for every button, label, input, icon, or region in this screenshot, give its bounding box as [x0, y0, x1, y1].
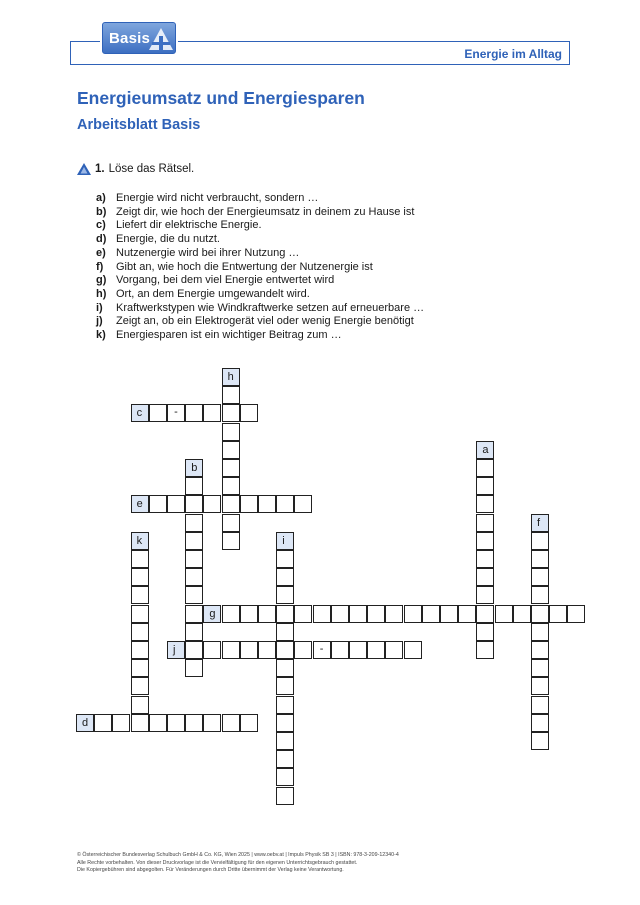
crossword-cell[interactable] — [185, 532, 203, 550]
header-title: Energie im Alltag — [464, 47, 562, 61]
crossword-cell[interactable] — [185, 659, 203, 677]
crossword-start-cell-d[interactable]: d — [76, 714, 94, 732]
crossword-cell[interactable] — [222, 477, 240, 495]
crossword-cell[interactable] — [149, 714, 167, 732]
clue-item — [96, 219, 424, 233]
crossword-cell[interactable] — [149, 404, 167, 422]
clue-item — [96, 329, 424, 343]
crossword-cell[interactable] — [549, 605, 567, 623]
crossword-cell[interactable] — [422, 605, 440, 623]
crossword-cell[interactable] — [276, 787, 294, 805]
crossword-cell[interactable] — [222, 532, 240, 550]
crossword-cell[interactable] — [276, 732, 294, 750]
crossword-start-cell-k[interactable]: k — [131, 532, 149, 550]
clue-text: Liefert dir elektrische Energie. — [116, 219, 262, 232]
triangle-logo-icon — [147, 26, 175, 52]
clue-letter: a) — [96, 192, 106, 204]
crossword-cell[interactable] — [222, 386, 240, 404]
clue-item — [96, 274, 424, 288]
crossword-cell[interactable] — [349, 605, 367, 623]
crossword-cell[interactable] — [276, 641, 294, 659]
crossword-cell[interactable] — [185, 404, 203, 422]
crossword-cell[interactable] — [185, 477, 203, 495]
crossword-cell[interactable] — [94, 714, 112, 732]
crossword-cell[interactable] — [112, 714, 130, 732]
crossword-cell[interactable] — [185, 623, 203, 641]
clue-text: Zeigt an, ob ein Elektrogerät viel oder wenig Energie benötigt — [116, 315, 414, 328]
task-heading — [77, 163, 194, 175]
crossword-cell[interactable] — [531, 623, 549, 641]
crossword-cell[interactable] — [294, 605, 312, 623]
crossword-cell[interactable] — [476, 514, 494, 532]
crossword-cell[interactable] — [276, 659, 294, 677]
page-subtitle: Arbeitsblatt Basis — [77, 117, 201, 133]
crossword-cell[interactable] — [240, 605, 258, 623]
crossword-cell[interactable] — [222, 459, 240, 477]
crossword-cell[interactable] — [203, 641, 221, 659]
clue-text: Zeigt dir, wie hoch der Energieumsatz in deinem zu Hause ist — [116, 205, 415, 218]
clue-letter: d) — [96, 233, 107, 246]
clue-letter: e) — [96, 246, 106, 259]
crossword-cell[interactable] — [331, 641, 349, 659]
crossword-hyphen-cell[interactable]: - — [313, 641, 331, 659]
task-instruction: Löse das Rätsel. — [108, 163, 195, 175]
basis-level-icon — [77, 163, 91, 175]
crossword-cell[interactable] — [531, 659, 549, 677]
crossword-cell[interactable] — [222, 423, 240, 441]
crossword-cell[interactable] — [531, 677, 549, 695]
crossword-cell[interactable] — [404, 605, 422, 623]
crossword-cell[interactable] — [476, 586, 494, 604]
crossword-cell[interactable] — [276, 677, 294, 695]
crossword-cell[interactable] — [203, 495, 221, 513]
crossword-cell[interactable] — [531, 605, 549, 623]
crossword-cell[interactable] — [313, 605, 331, 623]
crossword-cell[interactable] — [476, 459, 494, 477]
crossword-cell[interactable] — [276, 568, 294, 586]
crossword-cell[interactable] — [185, 605, 203, 623]
crossword-cell[interactable] — [240, 641, 258, 659]
crossword-cell[interactable] — [131, 641, 149, 659]
crossword-cell[interactable] — [131, 677, 149, 695]
crossword-cell[interactable] — [185, 550, 203, 568]
crossword-start-cell-e[interactable]: e — [131, 495, 149, 513]
crossword-start-cell-f[interactable]: f — [531, 514, 549, 532]
crossword-start-cell-j[interactable]: j — [167, 641, 185, 659]
crossword-cell[interactable] — [531, 586, 549, 604]
crossword-cell[interactable] — [276, 714, 294, 732]
crossword-cell[interactable] — [349, 641, 367, 659]
crossword-cell[interactable] — [385, 641, 403, 659]
crossword-cell[interactable] — [131, 623, 149, 641]
crossword-cell[interactable] — [222, 714, 240, 732]
crossword-cell[interactable] — [476, 605, 494, 623]
clue-item — [96, 302, 424, 316]
clue-item — [96, 233, 424, 247]
crossword-cell[interactable] — [513, 605, 531, 623]
crossword-cell[interactable] — [203, 404, 221, 422]
page-title: Energieumsatz und Energiesparen — [77, 88, 365, 108]
crossword-start-cell-b[interactable]: b — [185, 459, 203, 477]
clue-letter: j) — [96, 315, 103, 328]
crossword-cell[interactable] — [258, 495, 276, 513]
crossword-cell[interactable] — [476, 477, 494, 495]
crossword-cell[interactable] — [258, 641, 276, 659]
crossword-cell[interactable] — [240, 714, 258, 732]
clue-text: Vorgang, bei dem viel Energie entwertet wird — [116, 274, 335, 287]
crossword-cell[interactable] — [331, 605, 349, 623]
crossword-cell[interactable] — [531, 532, 549, 550]
crossword-start-cell-c[interactable]: c — [131, 404, 149, 422]
crossword-cell[interactable] — [185, 714, 203, 732]
crossword-cell[interactable] — [240, 404, 258, 422]
clue-text: Gibt an, wie hoch die Entwertung der Nutzenergie ist — [116, 260, 373, 273]
crossword-cell[interactable] — [185, 495, 203, 513]
clue-item — [96, 288, 424, 302]
crossword-cell[interactable] — [131, 659, 149, 677]
clue-letter: f) — [96, 260, 104, 273]
footer-rights: Alle Rechte vorbehalten. Von dieser Druckvorlage ist die Vervielfältigung für den eigenen Unterrichtsgebrauch gestattet. — [77, 859, 358, 866]
clue-list — [96, 192, 424, 343]
crossword-cell[interactable] — [276, 623, 294, 641]
crossword-cell[interactable] — [276, 495, 294, 513]
clue-text: Nutzenergie wird bei ihrer Nutzung … — [116, 246, 300, 259]
crossword-cell[interactable] — [131, 568, 149, 586]
crossword-cell[interactable] — [203, 714, 221, 732]
clue-letter: c) — [96, 219, 106, 232]
crossword-cell[interactable] — [222, 404, 240, 422]
crossword-cell[interactable] — [404, 641, 422, 659]
crossword-cell[interactable] — [167, 714, 185, 732]
crossword-cell[interactable] — [476, 495, 494, 513]
crossword-cell[interactable] — [131, 550, 149, 568]
crossword-cell[interactable] — [531, 714, 549, 732]
crossword-cell[interactable] — [294, 495, 312, 513]
crossword-cell[interactable] — [149, 495, 167, 513]
crossword-cell[interactable] — [131, 605, 149, 623]
crossword-cell[interactable] — [531, 568, 549, 586]
clue-item — [96, 192, 424, 206]
crossword-cell[interactable] — [185, 641, 203, 659]
crossword-cell[interactable] — [276, 750, 294, 768]
crossword-cell[interactable] — [531, 696, 549, 714]
clue-letter: k) — [96, 329, 106, 342]
crossword-cell[interactable] — [440, 605, 458, 623]
crossword-cell[interactable] — [131, 714, 149, 732]
crossword-cell[interactable] — [222, 441, 240, 459]
clue-letter: h) — [96, 287, 107, 300]
crossword-cell[interactable] — [258, 605, 276, 623]
clue-text: Energie, die du nutzt. — [116, 233, 220, 246]
crossword-start-cell-i[interactable]: i — [276, 532, 294, 550]
clue-letter: i) — [96, 301, 103, 314]
crossword-cell[interactable] — [167, 495, 185, 513]
crossword-cell[interactable] — [185, 586, 203, 604]
clue-item — [96, 247, 424, 261]
footer-disclaimer: Die Kopiergebühren sind abgegolten. Für Veränderungen durch Dritte übernimmt der Verlag keine Verantwortung. — [77, 867, 344, 873]
crossword-cell[interactable] — [294, 641, 312, 659]
crossword-cell[interactable] — [185, 568, 203, 586]
crossword-cell[interactable] — [385, 605, 403, 623]
logo-text: Basis — [109, 30, 151, 47]
footer-copyright: © Österreichischer Bundesverlag Schulbuch GmbH & Co. KG, Wien 2025 | www.oebv.at | Impuls Physik SB 3 | ISBN: 978-3-209-12340-4 — [77, 852, 399, 858]
crossword-hyphen-cell[interactable]: - — [167, 404, 185, 422]
crossword-cell[interactable] — [276, 768, 294, 786]
clue-item — [96, 206, 424, 220]
crossword-cell[interactable] — [131, 586, 149, 604]
clue-text: Kraftwerkstypen wie Windkraftwerke setzen auf erneuerbare … — [116, 301, 425, 314]
crossword-cell[interactable] — [495, 605, 513, 623]
crossword-cell[interactable] — [222, 514, 240, 532]
crossword-cell[interactable] — [131, 696, 149, 714]
basis-logo — [100, 22, 178, 56]
crossword-cell[interactable] — [367, 641, 385, 659]
crossword-cell[interactable] — [222, 495, 240, 513]
crossword-cell[interactable] — [476, 532, 494, 550]
clue-letter: b) — [96, 205, 107, 218]
crossword-cell[interactable] — [476, 623, 494, 641]
crossword-cell[interactable] — [222, 641, 240, 659]
clue-item — [96, 315, 424, 329]
crossword-cell[interactable] — [476, 568, 494, 586]
clue-item — [96, 261, 424, 275]
crossword-cell[interactable] — [531, 641, 549, 659]
crossword-cell[interactable] — [276, 550, 294, 568]
crossword-cell[interactable] — [276, 605, 294, 623]
crossword-cell[interactable] — [240, 495, 258, 513]
crossword-cell[interactable] — [476, 550, 494, 568]
task-number: 1. — [95, 163, 105, 175]
crossword-cell[interactable] — [531, 550, 549, 568]
clue-text: Energie wird nicht verbraucht, sondern … — [116, 192, 319, 204]
clue-text: Ort, an dem Energie umgewandelt wird. — [116, 287, 310, 300]
crossword-cell[interactable] — [476, 641, 494, 659]
footer — [77, 852, 399, 875]
crossword-cell[interactable] — [531, 732, 549, 750]
crossword-cell[interactable] — [276, 586, 294, 604]
crossword-start-cell-g[interactable]: g — [203, 605, 221, 623]
crossword-cell[interactable] — [276, 696, 294, 714]
crossword-start-cell-a[interactable]: a — [476, 441, 494, 459]
crossword-cell[interactable] — [567, 605, 585, 623]
crossword-cell[interactable] — [185, 514, 203, 532]
crossword-start-cell-h[interactable]: h — [222, 368, 240, 386]
crossword-cell[interactable] — [222, 605, 240, 623]
crossword-cell[interactable] — [367, 605, 385, 623]
crossword-cell[interactable] — [458, 605, 476, 623]
clue-text: Energiesparen ist ein wichtiger Beitrag zum … — [116, 329, 342, 342]
clue-letter: g) — [96, 274, 107, 287]
